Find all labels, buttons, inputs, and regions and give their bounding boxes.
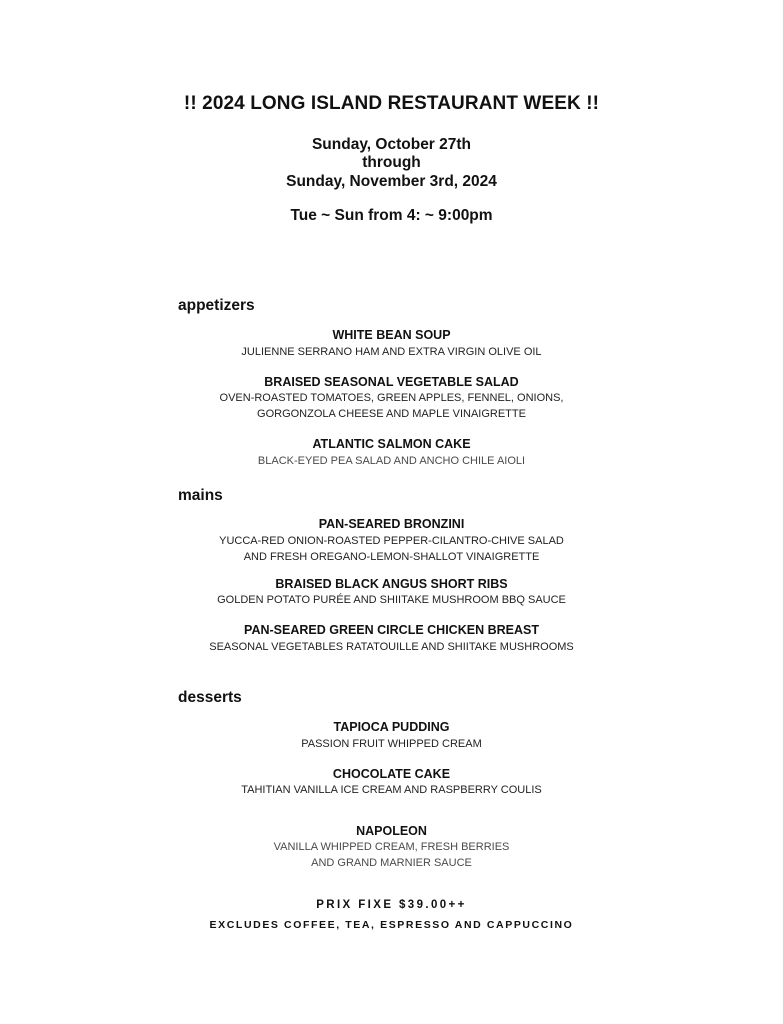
section-heading-mains: mains (178, 487, 223, 504)
menu-item-name: ATLANTIC SALMON CAKE (312, 437, 471, 451)
menu-item-name: PAN-SEARED BRONZINI (318, 517, 465, 531)
menu-item-description: AND FRESH OREGANO-LEMON-SHALLOT VINAIGRETTE (243, 551, 540, 563)
menu-item-description: OVEN-ROASTED TOMATOES, GREEN APPLES, FENNEL, ONIONS, (219, 392, 564, 404)
menu-item-name: CHOCOLATE CAKE (332, 767, 451, 781)
menu-item-description: TAHITIAN VANILLA ICE CREAM AND RASPBERRY COULIS (241, 784, 542, 796)
menu-item-name: BRAISED BLACK ANGUS SHORT RIBS (275, 577, 508, 591)
menu-item-name: TAPIOCA PUDDING (333, 720, 450, 734)
menu-item-description: AND GRAND MARNIER SAUCE (311, 857, 472, 869)
menu-item-name: PAN-SEARED GREEN CIRCLE CHICKEN BREAST (244, 623, 539, 637)
prix-fixe-price: PRIX FIXE $39.00++ (316, 899, 467, 911)
date-end: Sunday, November 3rd, 2024 (286, 173, 497, 190)
section-heading-appetizers: appetizers (178, 297, 255, 314)
menu-item-description: JULIENNE SERRANO HAM AND EXTRA VIRGIN OLIVE OIL (241, 346, 542, 358)
date-through: through (362, 154, 421, 171)
section-heading-desserts: desserts (178, 689, 242, 706)
menu-item-description: VANILLA WHIPPED CREAM, FRESH BERRIES (273, 841, 510, 853)
page-title: !! 2024 LONG ISLAND RESTAURANT WEEK !! (183, 93, 600, 114)
menu-item-description: BLACK-EYED PEA SALAD AND ANCHO CHILE AIOLI (257, 455, 526, 467)
menu-item-description: PASSION FRUIT WHIPPED CREAM (301, 738, 482, 750)
menu-item-description: GORGONZOLA CHEESE AND MAPLE VINAIGRETTE (257, 408, 526, 420)
prix-fixe-exclusions: EXCLUDES COFFEE, TEA, ESPRESSO AND CAPPUCCINO (209, 919, 574, 931)
date-start: Sunday, October 27th (311, 136, 472, 153)
menu-item-description: GOLDEN POTATO PURÉE AND SHIITAKE MUSHROOM BBQ SAUCE (217, 594, 566, 606)
menu-item-description: YUCCA-RED ONION-ROASTED PEPPER-CILANTRO-CHIVE SALAD (219, 535, 564, 547)
opening-hours: Tue ~ Sun from 4: ~ 9:00pm (290, 207, 493, 224)
menu-item-description: SEASONAL VEGETABLES RATATOUILLE AND SHIITAKE MUSHROOMS (209, 641, 574, 653)
menu-item-name: NAPOLEON (356, 824, 427, 838)
menu-item-name: WHITE BEAN SOUP (332, 328, 451, 342)
menu-item-name: BRAISED SEASONAL VEGETABLE SALAD (264, 375, 519, 389)
